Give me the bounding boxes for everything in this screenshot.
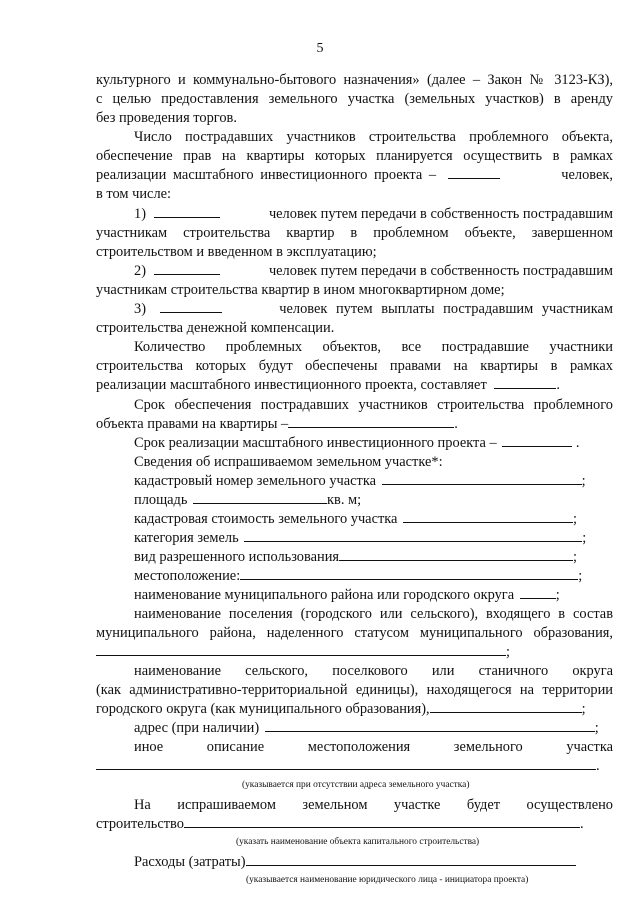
category-label: категория земель xyxy=(134,530,239,546)
caption-object: (указать наименование объекта капитального строительства) xyxy=(236,837,480,847)
construction-line2 xyxy=(96,815,613,834)
item-3-line2: строительства денежной компенсации. xyxy=(96,320,335,336)
cadastral-number-row xyxy=(134,472,613,491)
municipality-label: наименование муниципального района или городского округа xyxy=(134,587,515,603)
item-1-text: человек путем передачи в собственность пострадавшим xyxy=(268,206,613,222)
item-1-line2: участникам строительства квартир в проблемном объекте, завершенном xyxy=(96,225,613,241)
construction-line1: На испрашиваемом земельном участке будет осуществлено xyxy=(134,797,613,813)
p1-line3: без проведения торгов. xyxy=(96,110,237,126)
location-end: ; xyxy=(578,568,583,584)
location-row xyxy=(134,567,613,586)
construction-object-field[interactable] xyxy=(184,815,580,828)
item-3-count-field[interactable] xyxy=(160,300,222,313)
municipality-row xyxy=(134,586,613,605)
cadastral-value-field[interactable] xyxy=(403,510,573,523)
cadastral-value-end: ; xyxy=(573,511,578,527)
item-1-number: 1) xyxy=(134,206,146,222)
p2-line3 xyxy=(96,166,613,185)
address-label: адрес (при наличии) xyxy=(134,720,260,736)
item-2-number: 2) xyxy=(134,263,146,279)
page-number: 5 xyxy=(316,41,324,56)
other-location-row: иное описание местоположения земельного участка xyxy=(134,739,613,755)
p5-text: Срок реализации масштабного инвестиционного проекта – xyxy=(134,435,497,451)
p4-line1: Срок обеспечения пострадавших участников строительства проблемного xyxy=(134,397,613,413)
district-line2: (как административно-территориальной единицы), находящегося на территории xyxy=(96,682,613,698)
district-line3-text: городского округа (как муниципального образования), xyxy=(96,701,430,717)
municipality-field[interactable] xyxy=(520,586,556,599)
district-end: ; xyxy=(581,701,586,717)
p5-end: . xyxy=(575,435,580,451)
district-line1: наименование сельского, поселкового или станичного округа xyxy=(134,663,613,679)
cadastral-number-field[interactable] xyxy=(382,472,582,485)
category-end: ; xyxy=(582,530,587,546)
settlement-line1: наименование поселения (городского или сельского), входящего в состав xyxy=(134,606,613,622)
municipality-end: ; xyxy=(555,587,560,603)
category-field[interactable] xyxy=(244,529,582,542)
permitted-use-field[interactable] xyxy=(339,548,573,561)
item-1-count-field[interactable] xyxy=(154,205,220,218)
area-row xyxy=(134,491,613,510)
cadastral-value-row xyxy=(134,510,613,529)
p3-line3-text: реализации масштабного инвестиционного проекта, составляет xyxy=(96,377,487,393)
settlement-field[interactable] xyxy=(96,643,506,656)
p3-line2: строительства которых будут обеспечены правами на квартиры в рамках xyxy=(96,358,613,374)
item-1-line3: строительством и введенном в эксплуатацию; xyxy=(96,244,377,260)
item-2-line1 xyxy=(134,262,613,281)
p1-line2: с целью предоставления земельного участка (земельных участков) в аренду xyxy=(96,91,613,107)
item-2-line2: участникам строительства квартир в ином многоквартирном доме; xyxy=(96,282,505,298)
caption-address: (указывается при отсутствии адреса земельного участка) xyxy=(242,780,470,790)
location-field[interactable] xyxy=(240,567,578,580)
p2-line3-unit: человек, xyxy=(561,167,613,183)
p3-line3-end: . xyxy=(556,377,560,393)
district-line3 xyxy=(96,700,613,719)
investment-people-count-field[interactable] xyxy=(448,166,500,179)
cadastral-value-label: кадастровая стоимость земельного участка xyxy=(134,511,398,527)
address-end: ; xyxy=(594,720,599,736)
construction-label: строительство xyxy=(96,816,184,832)
caption-initiator: (указывается наименование юридического лица - инициатора проекта) xyxy=(246,875,529,885)
p3-line1: Количество проблемных объектов, все пострадавшие участники xyxy=(134,339,613,355)
problem-objects-count-field[interactable] xyxy=(494,376,556,389)
other-location-end: . xyxy=(596,758,600,774)
construction-end: . xyxy=(579,816,584,832)
expenses-row xyxy=(134,853,613,872)
district-field[interactable] xyxy=(430,700,582,713)
p4-line2-end: . xyxy=(454,416,458,432)
expenses-field[interactable] xyxy=(246,853,576,866)
land-heading: Сведения об испрашиваемом земельном участке*: xyxy=(134,454,443,470)
other-location-field[interactable] xyxy=(96,757,596,770)
p3-line3 xyxy=(96,376,613,395)
permitted-use-row xyxy=(134,548,613,567)
item-2-count-field[interactable] xyxy=(154,262,220,275)
p2-line1: Число пострадавших участников строительства проблемного объекта, xyxy=(134,129,613,145)
address-row xyxy=(134,719,613,738)
item-3-line1 xyxy=(134,300,613,319)
p4-line2-text: объекта правами на квартиры – xyxy=(96,416,289,432)
area-label: площадь xyxy=(134,492,188,508)
expenses-label: Расходы (затраты) xyxy=(134,854,246,870)
category-row xyxy=(134,529,613,548)
settlement-line2: муниципального района, наделенного статусом муниципального образования, xyxy=(96,625,613,641)
item-1-line1 xyxy=(134,205,613,224)
area-field[interactable] xyxy=(193,491,327,504)
permitted-use-label: вид разрешенного использования xyxy=(134,549,340,565)
area-unit: кв. м; xyxy=(327,492,362,508)
settlement-line3 xyxy=(96,643,613,662)
cadastral-number-label: кадастровый номер земельного участка xyxy=(134,473,376,489)
address-field[interactable] xyxy=(265,719,595,732)
permitted-use-end: ; xyxy=(573,549,578,565)
p5-line xyxy=(134,434,613,453)
item-2-text: человек путем передачи в собственность пострадавшим xyxy=(268,263,613,279)
p4-line2 xyxy=(96,415,613,434)
other-location-line xyxy=(96,757,613,776)
p2-line2: обеспечение прав на квартиры которых планируется осуществить в рамках xyxy=(96,148,613,164)
p2-line3-text: реализации масштабного инвестиционного проекта – xyxy=(96,167,437,183)
rights-term-field[interactable] xyxy=(288,415,454,428)
p1-line1: культурного и коммунально-бытового назначения» (далее – Закон № 3123-КЗ), xyxy=(96,72,613,88)
settlement-end: ; xyxy=(506,644,510,660)
p2-line4: в том числе: xyxy=(96,186,172,202)
item-3-number: 3) xyxy=(134,301,146,317)
item-3-text: человек путем выплаты пострадавшим участникам xyxy=(279,301,613,317)
project-term-field[interactable] xyxy=(502,434,572,447)
location-label: местоположение: xyxy=(134,568,241,584)
cadastral-number-end: ; xyxy=(581,473,586,489)
